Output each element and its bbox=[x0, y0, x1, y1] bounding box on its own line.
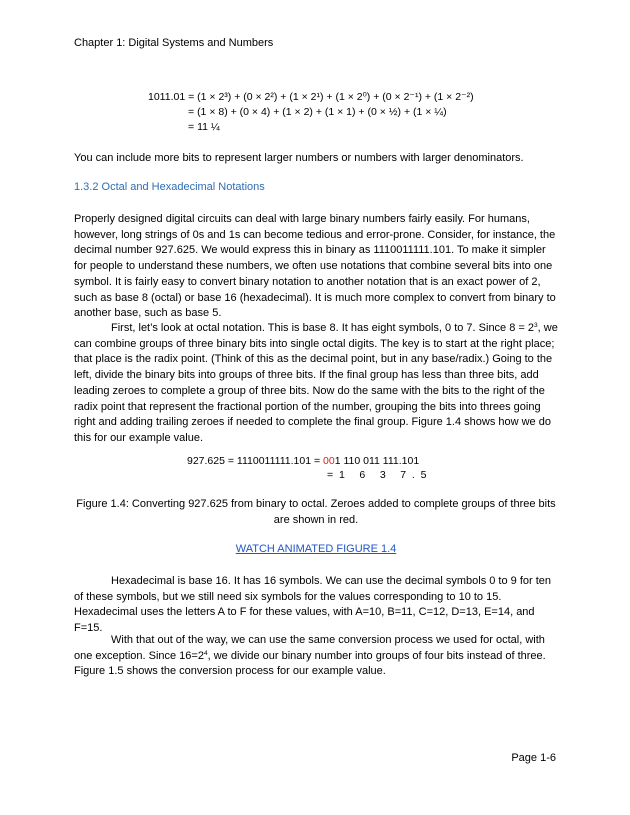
paragraph-hex-part2: , we divide our binary number into groups of four bits instead of three. Figure 1.5 shows the conversion process for our example value. bbox=[74, 649, 546, 678]
superscript-exponent: 3 bbox=[534, 322, 538, 329]
equation-line-3: = 11 ¼ bbox=[188, 121, 220, 133]
paragraph-hex-conversion bbox=[74, 633, 558, 680]
figure-padding-zeroes: 00 bbox=[323, 455, 335, 467]
equation-result: 11 ¼ bbox=[197, 121, 220, 133]
watch-figure-link-container bbox=[74, 543, 558, 555]
paragraph-intro: Properly designed digital circuits can deal with large binary numbers fairly easily. For humans, however, long strings of 0s and 1s can become tedious and error-prone. Consider, for instance, the decimal number 927.625. We would express this in binary as 1110011111.101. To make it simpler for people to understand these numbers, we often use notations that combine several bits into one symbol. It is fairly easy to convert binary notation to another notation that is an exact power of 2, such as base 8 (octal) or base 16 (hexadecimal). It is much more complex to convert from binary to another base, such as base 5. bbox=[74, 213, 556, 320]
figure-caption: Figure 1.4: Converting 927.625 from binary to octal. Zeroes added to complete groups of three bits are shown in red. bbox=[76, 498, 556, 526]
paragraph-hexadecimal: Hexadecimal is base 16. It has 16 symbols. We can use the decimal symbols 0 to 9 for ten of these symbols, but we still need six symbols for the values corresponding to 10 to 15. Hexadecimal uses the letters A to F for these values, with A=10, B=11, C=12, D=13, E=14, and F=15. bbox=[74, 575, 552, 635]
equation-line-1-rhs: (1 × 2³) + (0 × 2²) + (1 × 2¹) + (1 × 2⁰) + (0 × 2⁻¹) + (1 × 2⁻²) bbox=[197, 91, 474, 103]
superscript-exponent: 4 bbox=[203, 649, 208, 657]
paragraph-octal-part1: First, let’s look at octal notation. This is base 8. It has eight symbols, 0 to 7. Since 8 = 2 bbox=[111, 322, 535, 334]
paragraph-hex-part1: With that out of the way, we can use the same conversion process we used for octal, with one exception. Since 16=2 bbox=[74, 634, 545, 662]
binary-expansion-equation bbox=[74, 90, 574, 135]
figure-prefix: 927.625 = 1110011111.101 = bbox=[187, 455, 324, 467]
page-number: Page 1-6 bbox=[511, 752, 556, 764]
page-header: Chapter 1: Digital Systems and Numbers bbox=[74, 37, 274, 49]
figure-octal-digits: = 1 6 3 7 . 5 bbox=[327, 469, 427, 481]
watch-animated-figure-link[interactable]: WATCH ANIMATED FIGURE 1.4 bbox=[235, 543, 397, 555]
equation-line-2-rhs: (1 × 8) + (0 × 4) + (1 × 2) + (1 × 1) + (0 × ½) + (1 × ¼) bbox=[197, 106, 447, 118]
equation-lhs: 1011.01 bbox=[148, 91, 186, 103]
figure-octal-conversion bbox=[187, 455, 419, 467]
paragraph-octal-part2: , we can combine groups of three binary bits into single octal digits. The key is to start at the right place; that place is the radix point. (Think of this as the decimal point, but in any base/radix.) Going to the left, divide the binary bits into groups of three bits. If the final group has less than three bits, add leading zeroes to complete a group of three bits. Now do the same with the bits to the right of the radix point that represent the fractional portion of the number, grouping the bits into threes going right and adding trailing zeroes if needed to complete the final group. Figure 1.4 shows how we do this for our example value. bbox=[74, 322, 558, 444]
equation-line-1: 1011.01 = (1 × 2³) + (0 × 2²) + (1 × 2¹) + (1 × 2⁰) + (0 × 2⁻¹) + (1 × 2⁻²) bbox=[148, 91, 474, 103]
paragraph-octal bbox=[74, 321, 558, 447]
section-heading: 1.3.2 Octal and Hexadecimal Notations bbox=[74, 181, 265, 193]
equation-line-2: = (1 × 8) + (0 × 4) + (1 × 2) + (1 × 1) + (0 × ½) + (1 × ¼) bbox=[188, 106, 447, 118]
figure-grouped-bits: 1 110 011 111.101 bbox=[334, 455, 420, 467]
paragraph-more-bits: You can include more bits to represent larger numbers or numbers with larger denominators. bbox=[74, 152, 524, 164]
